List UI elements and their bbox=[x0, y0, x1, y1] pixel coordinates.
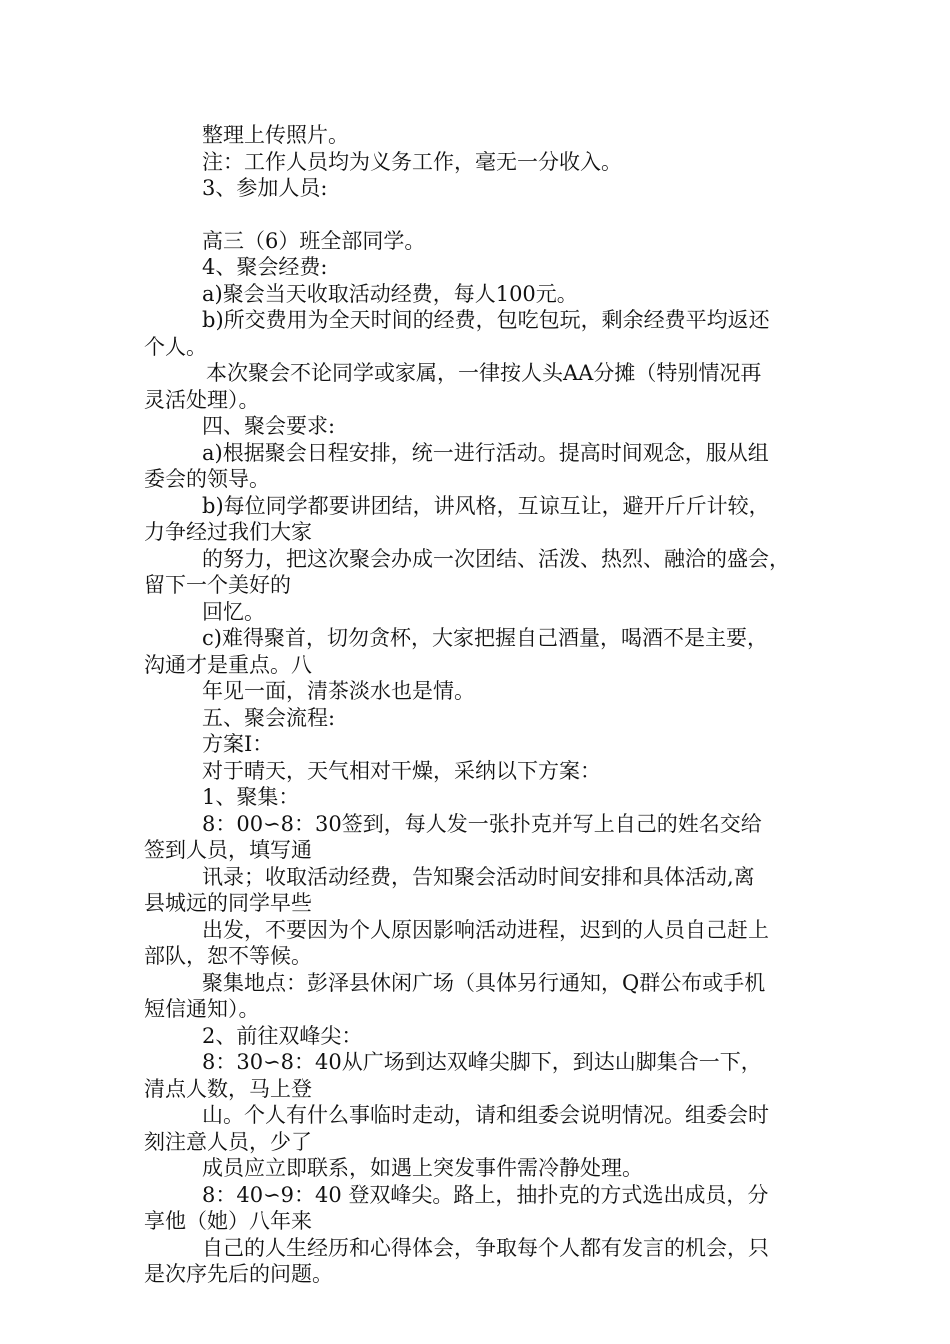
text-line: 个人。 bbox=[144, 334, 207, 359]
text-line: 部队，恕不等候。 bbox=[144, 944, 312, 968]
text-line: 县城远的同学早些 bbox=[144, 891, 312, 915]
text-line: 短信通知）。 bbox=[144, 997, 260, 1021]
text-line: 签到人员，填写通 bbox=[144, 838, 312, 862]
text-line: 注：工作人员均为义务工作，毫无一分收入。 bbox=[202, 149, 622, 174]
text-line: 是次序先后的问题。 bbox=[144, 1262, 333, 1286]
text-line: 的努力，把这次聚会办成一次团结、活泼、热烈、融洽的盛会， bbox=[202, 546, 790, 571]
text-line: 刻注意人员，少了 bbox=[144, 1129, 312, 1154]
text-line: 留下一个美好的 bbox=[144, 573, 291, 597]
text-line: 4、聚会经费: bbox=[202, 255, 328, 279]
blank-line bbox=[144, 202, 814, 228]
text-line: 3、参加人员: bbox=[202, 176, 328, 200]
text-line: 自己的人生经历和心得体会，争取每个人都有发言的机会，只 bbox=[202, 1235, 769, 1260]
text-line: 沟通才是重点。八 bbox=[144, 652, 312, 677]
text-line: a)根据聚会日程安排，统一进行活动。提高时间观念，服从组 bbox=[202, 440, 769, 465]
text-line: 清点人数，马上登 bbox=[144, 1076, 312, 1101]
text-line: 8：40∽9：40 登双峰尖。路上，抽扑克的方式选出成员，分 bbox=[202, 1182, 769, 1207]
text-line: 享他（她）八年来 bbox=[144, 1209, 312, 1233]
text-line: 讯录；收取活动经费，告知聚会活动时间安排和具体活动,离 bbox=[202, 864, 755, 889]
text-line: b)所交费用为全天时间的经费，包吃包玩，剩余经费平均返还 bbox=[202, 308, 770, 332]
text-line: 成员应立即联系，如遇上突发事件需冷静处理。 bbox=[202, 1156, 643, 1180]
text-line: 8：30∽8：40从广场到达双峰尖脚下，到达山脚集合一下， bbox=[202, 1050, 762, 1074]
text-line: 聚集地点：彭泽县休闲广场（具体另行通知，Q群公布或手机 bbox=[202, 970, 766, 995]
text-line: 回忆。 bbox=[202, 599, 265, 624]
text-line: 山。个人有什么事临时走动，请和组委会说明情况。组委会时 bbox=[202, 1103, 769, 1127]
text-line: b)每位同学都要讲团结，讲风格，互谅互让，避开斤斤计较， bbox=[202, 493, 770, 518]
text-line: 五、聚会流程: bbox=[202, 705, 336, 730]
text-line: 2、前往双峰尖： bbox=[202, 1023, 363, 1048]
text-line: 8：00∽8：30签到，每人发一张扑克并写上自己的姓名交给 bbox=[202, 811, 762, 836]
text-line: 对于晴天，天气相对干燥，采纳以下方案： bbox=[202, 758, 601, 783]
text-line: 出发，不要因为个人原因影响活动进程，迟到的人员自己赶上 bbox=[202, 917, 769, 942]
text-line: 四、聚会要求: bbox=[202, 414, 336, 438]
text-line: a)聚会当天收取活动经费，每人100元。 bbox=[202, 281, 578, 306]
document-body bbox=[144, 122, 814, 1288]
text-line: 本次聚会不论同学或家属，一律按人头AA分摊（特别情况再 bbox=[206, 361, 762, 385]
text-line: 委会的领导。 bbox=[144, 467, 270, 491]
text-line: 整理上传照片。 bbox=[202, 123, 349, 147]
text-line: 方案Ⅰ： bbox=[202, 732, 274, 756]
text-line: 1、聚集： bbox=[202, 785, 300, 809]
text-line: 高三（6）班全部同学。 bbox=[202, 228, 426, 253]
text-line: 灵活处理）。 bbox=[144, 387, 260, 412]
text-line: c)难得聚首，切勿贪杯，大家把握自己酒量，喝酒不是主要， bbox=[202, 626, 768, 650]
text-line: 力争经过我们大家 bbox=[144, 520, 312, 544]
text-line: 年见一面，清茶淡水也是情。 bbox=[202, 679, 475, 703]
